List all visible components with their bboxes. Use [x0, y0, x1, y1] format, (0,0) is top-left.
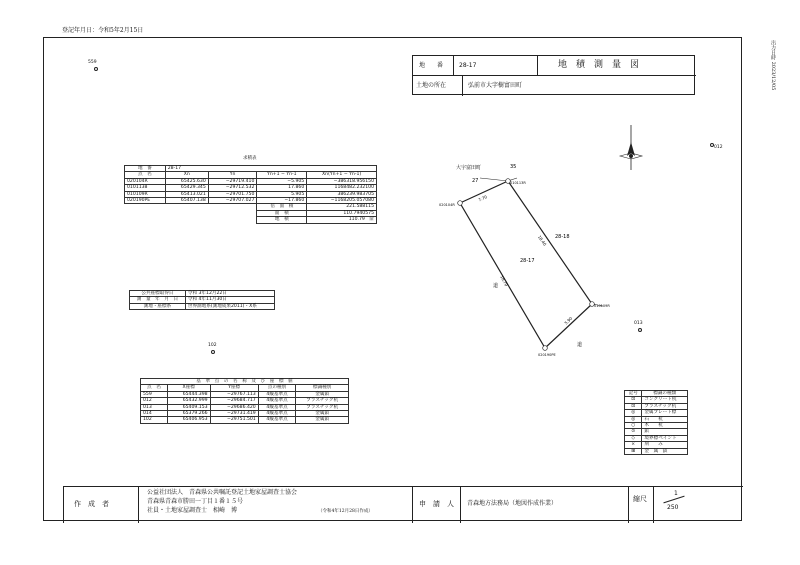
cell: 5.905 [257, 191, 307, 197]
cell: 4級基準点 [258, 417, 296, 423]
cell: 65409.153 [167, 404, 210, 410]
legend-header: 標識の種類 [642, 391, 688, 397]
scale-numerator: 1 [674, 490, 678, 497]
legend-label: 石 杭 [642, 416, 688, 422]
cell: −29719.410 [208, 178, 257, 184]
author-line-3: 社員・土地家屋調査士 相崎 博 [147, 507, 238, 514]
road-label-west: 道 [493, 283, 499, 289]
cell: 0101138 [125, 185, 166, 191]
cell: 102 [141, 417, 168, 423]
cell: 386239.983705 [307, 191, 377, 197]
cell: プラスチック杭 [296, 398, 349, 404]
distance-top: 7.70 [477, 194, 488, 203]
legend-label: プラスチック杭 [642, 403, 688, 409]
cell: 65429.345 [165, 185, 208, 191]
legend-symbol: ○ [625, 423, 642, 429]
cell: 020104R [125, 178, 166, 184]
cell: 令和 4年11月30日 [185, 297, 274, 303]
boundary-marker-sw [543, 346, 548, 351]
cell: 65407.138 [165, 198, 208, 204]
cell: 金属鋲 [296, 417, 349, 423]
author-line-1: 公益社団法人 青森県公共嘱託登記土地家屋調査士協会 [147, 489, 298, 496]
author-date: （令和4年12月28日作成） [318, 509, 373, 514]
cell: −29701.750 [208, 191, 257, 197]
legend-label: 境界標ペイント [642, 435, 688, 441]
cell: プラスチック杭 [296, 404, 349, 410]
scale-denominator: 250 [667, 504, 679, 511]
cell: −386318.956150 [307, 178, 377, 184]
cell: 65413.021 [165, 191, 208, 197]
scale-label: 縮尺 [633, 495, 647, 503]
chiban-label: 地 番 [419, 62, 444, 69]
cell: −29731.419 [210, 411, 258, 417]
legend-symbol: × [625, 442, 642, 448]
bench-header: Y座標 [210, 385, 258, 391]
cell: −29684.717 [210, 398, 258, 404]
registration-date: 登記年月日：令和5年2月15日 [62, 27, 144, 34]
area-header: Xn [165, 172, 208, 178]
lot-label-main: 28-17 [520, 258, 535, 264]
cell: 4級基準点 [258, 391, 296, 397]
cell: −17.860 [257, 198, 307, 204]
parcel-boundary [460, 181, 592, 348]
cell: −29686.420 [210, 404, 258, 410]
location-label: 土地の所在 [416, 82, 447, 89]
benchmark-label-559: 559 [88, 60, 97, 65]
sum-label: 倍 面 積 [257, 204, 307, 210]
cell: −29751.501 [210, 417, 258, 423]
area-header: Xn(Yn+1 − Yn-1) [307, 172, 377, 178]
footer-area [63, 486, 743, 522]
area-chiban-value: 28-17 [165, 166, 376, 172]
point-label-nw: 020104R [439, 203, 455, 207]
cell: 4級基準点 [258, 411, 296, 417]
legend-symbol: ◇ [625, 435, 642, 441]
chiban-value: 28-17 [459, 62, 477, 69]
cell: 010109R [125, 191, 166, 197]
legend-label: コンクリート杭 [642, 397, 688, 403]
cell: −29712.532 [208, 185, 257, 191]
bench-header: 点 名 [141, 385, 168, 391]
cell: 金属鋲 [296, 411, 349, 417]
bench-caption: 基 準 点 の 名 称 及 び 座 標 値 [141, 379, 349, 385]
cell: 4級基準点 [258, 404, 296, 410]
bench-header: 標識種別 [296, 385, 349, 391]
cell: 65406.953 [167, 417, 210, 423]
area-chiban-label: 地 番 [125, 166, 166, 172]
sum-value: 110.7940575 [307, 210, 377, 216]
boundary-marker-nw [458, 201, 463, 206]
output-timestamp: 出力日時 2023/12/05 [770, 40, 776, 91]
legend-symbol: ⊡ [625, 397, 642, 403]
benchmark-label-102: 102 [208, 343, 217, 348]
author-label: 作 成 者 [74, 500, 109, 508]
sum-label: 面 積 [257, 210, 307, 216]
town-name-label: 大宇富田町 [456, 165, 482, 171]
legend-label: 金属プレート標 [642, 410, 688, 416]
cell: 65432.999 [167, 398, 210, 404]
lot-label-east: 28-18 [555, 234, 570, 240]
cell: 公共座標取得日 [130, 291, 186, 297]
sum-value: 221.588115 [307, 204, 377, 210]
cell: 17.860 [257, 185, 307, 191]
legend-label: 鋲 [642, 429, 688, 435]
location-value: 弘前市大字樹富田町 [468, 82, 523, 89]
benchmark-label-012: 012 [714, 145, 723, 150]
cell: −5.905 [257, 178, 307, 184]
area-table-caption: 求積表 [243, 156, 257, 161]
cell: 金属鋲 [296, 391, 349, 397]
point-label-ne: 010113R [510, 181, 526, 185]
document-title: 地 積 測 量 図 [558, 60, 640, 70]
cell: 65444.398 [167, 391, 210, 397]
cell: 世界測地系(測地成果2011)・X系 [185, 303, 274, 309]
cell: 65379.266 [167, 411, 210, 417]
cell: 013 [141, 404, 168, 410]
cell: 559 [141, 391, 168, 397]
north-arrow-icon [620, 125, 642, 170]
cell: −29767.113 [210, 391, 258, 397]
legend-label: 刻 み [642, 442, 688, 448]
bench-header: X座標 [167, 385, 210, 391]
legend-symbol: ⊡ [625, 403, 642, 409]
area-header: Yn+1 − Yn-1 [257, 172, 307, 178]
cell: 測 量 年 月 日 [130, 297, 186, 303]
point-label-sw: 020190PE [538, 353, 556, 357]
lot-label-35: 35 [510, 164, 517, 170]
cell: 65425.630 [165, 178, 208, 184]
legend-symbol: ⊞ [625, 448, 642, 454]
cell: 012 [141, 398, 168, 404]
cell: −1168205.057080 [307, 198, 377, 204]
author-line-2: 青森県青森市勝田一丁目１番１５号 [147, 498, 244, 505]
area-header: Yn [208, 172, 257, 178]
applicant-label: 申 請 人 [419, 500, 454, 508]
sum-label: 地 積 [257, 217, 307, 223]
cell: 020190PE [125, 198, 166, 204]
legend-symbol: ◎ [625, 410, 642, 416]
legend-header: 記号 [625, 391, 642, 397]
point-label-se: 010109R [594, 304, 610, 308]
distance-bottom: 5.90 [563, 315, 574, 326]
legend-label: 木 杭 [642, 423, 688, 429]
cell: 測地・座標系 [130, 303, 186, 309]
legend-label: 金 属 鋲 [642, 448, 688, 454]
cell: 014 [141, 411, 168, 417]
bench-header: 点の種別 [258, 385, 296, 391]
cell: 4級基準点 [258, 398, 296, 404]
sum-value: 110.79 ㎡ [307, 217, 377, 223]
cell: 令和 3年12月22日 [185, 291, 274, 297]
cell: 1168482.232100 [307, 185, 377, 191]
distance-right: 18.40 [536, 234, 548, 247]
area-header: 点 名 [125, 172, 166, 178]
legend-symbol: ⊙ [625, 429, 642, 435]
distance-left: 18.70 [499, 274, 510, 288]
cell: −29707.027 [208, 198, 257, 204]
road-label-south: 道 [577, 342, 583, 348]
benchmark-label-013: 013 [634, 321, 643, 326]
applicant-value: 青森地方法務局（地図作成作業） [467, 500, 558, 507]
lot-label-27: 27 [472, 178, 479, 184]
legend-symbol: ◎ [625, 416, 642, 422]
